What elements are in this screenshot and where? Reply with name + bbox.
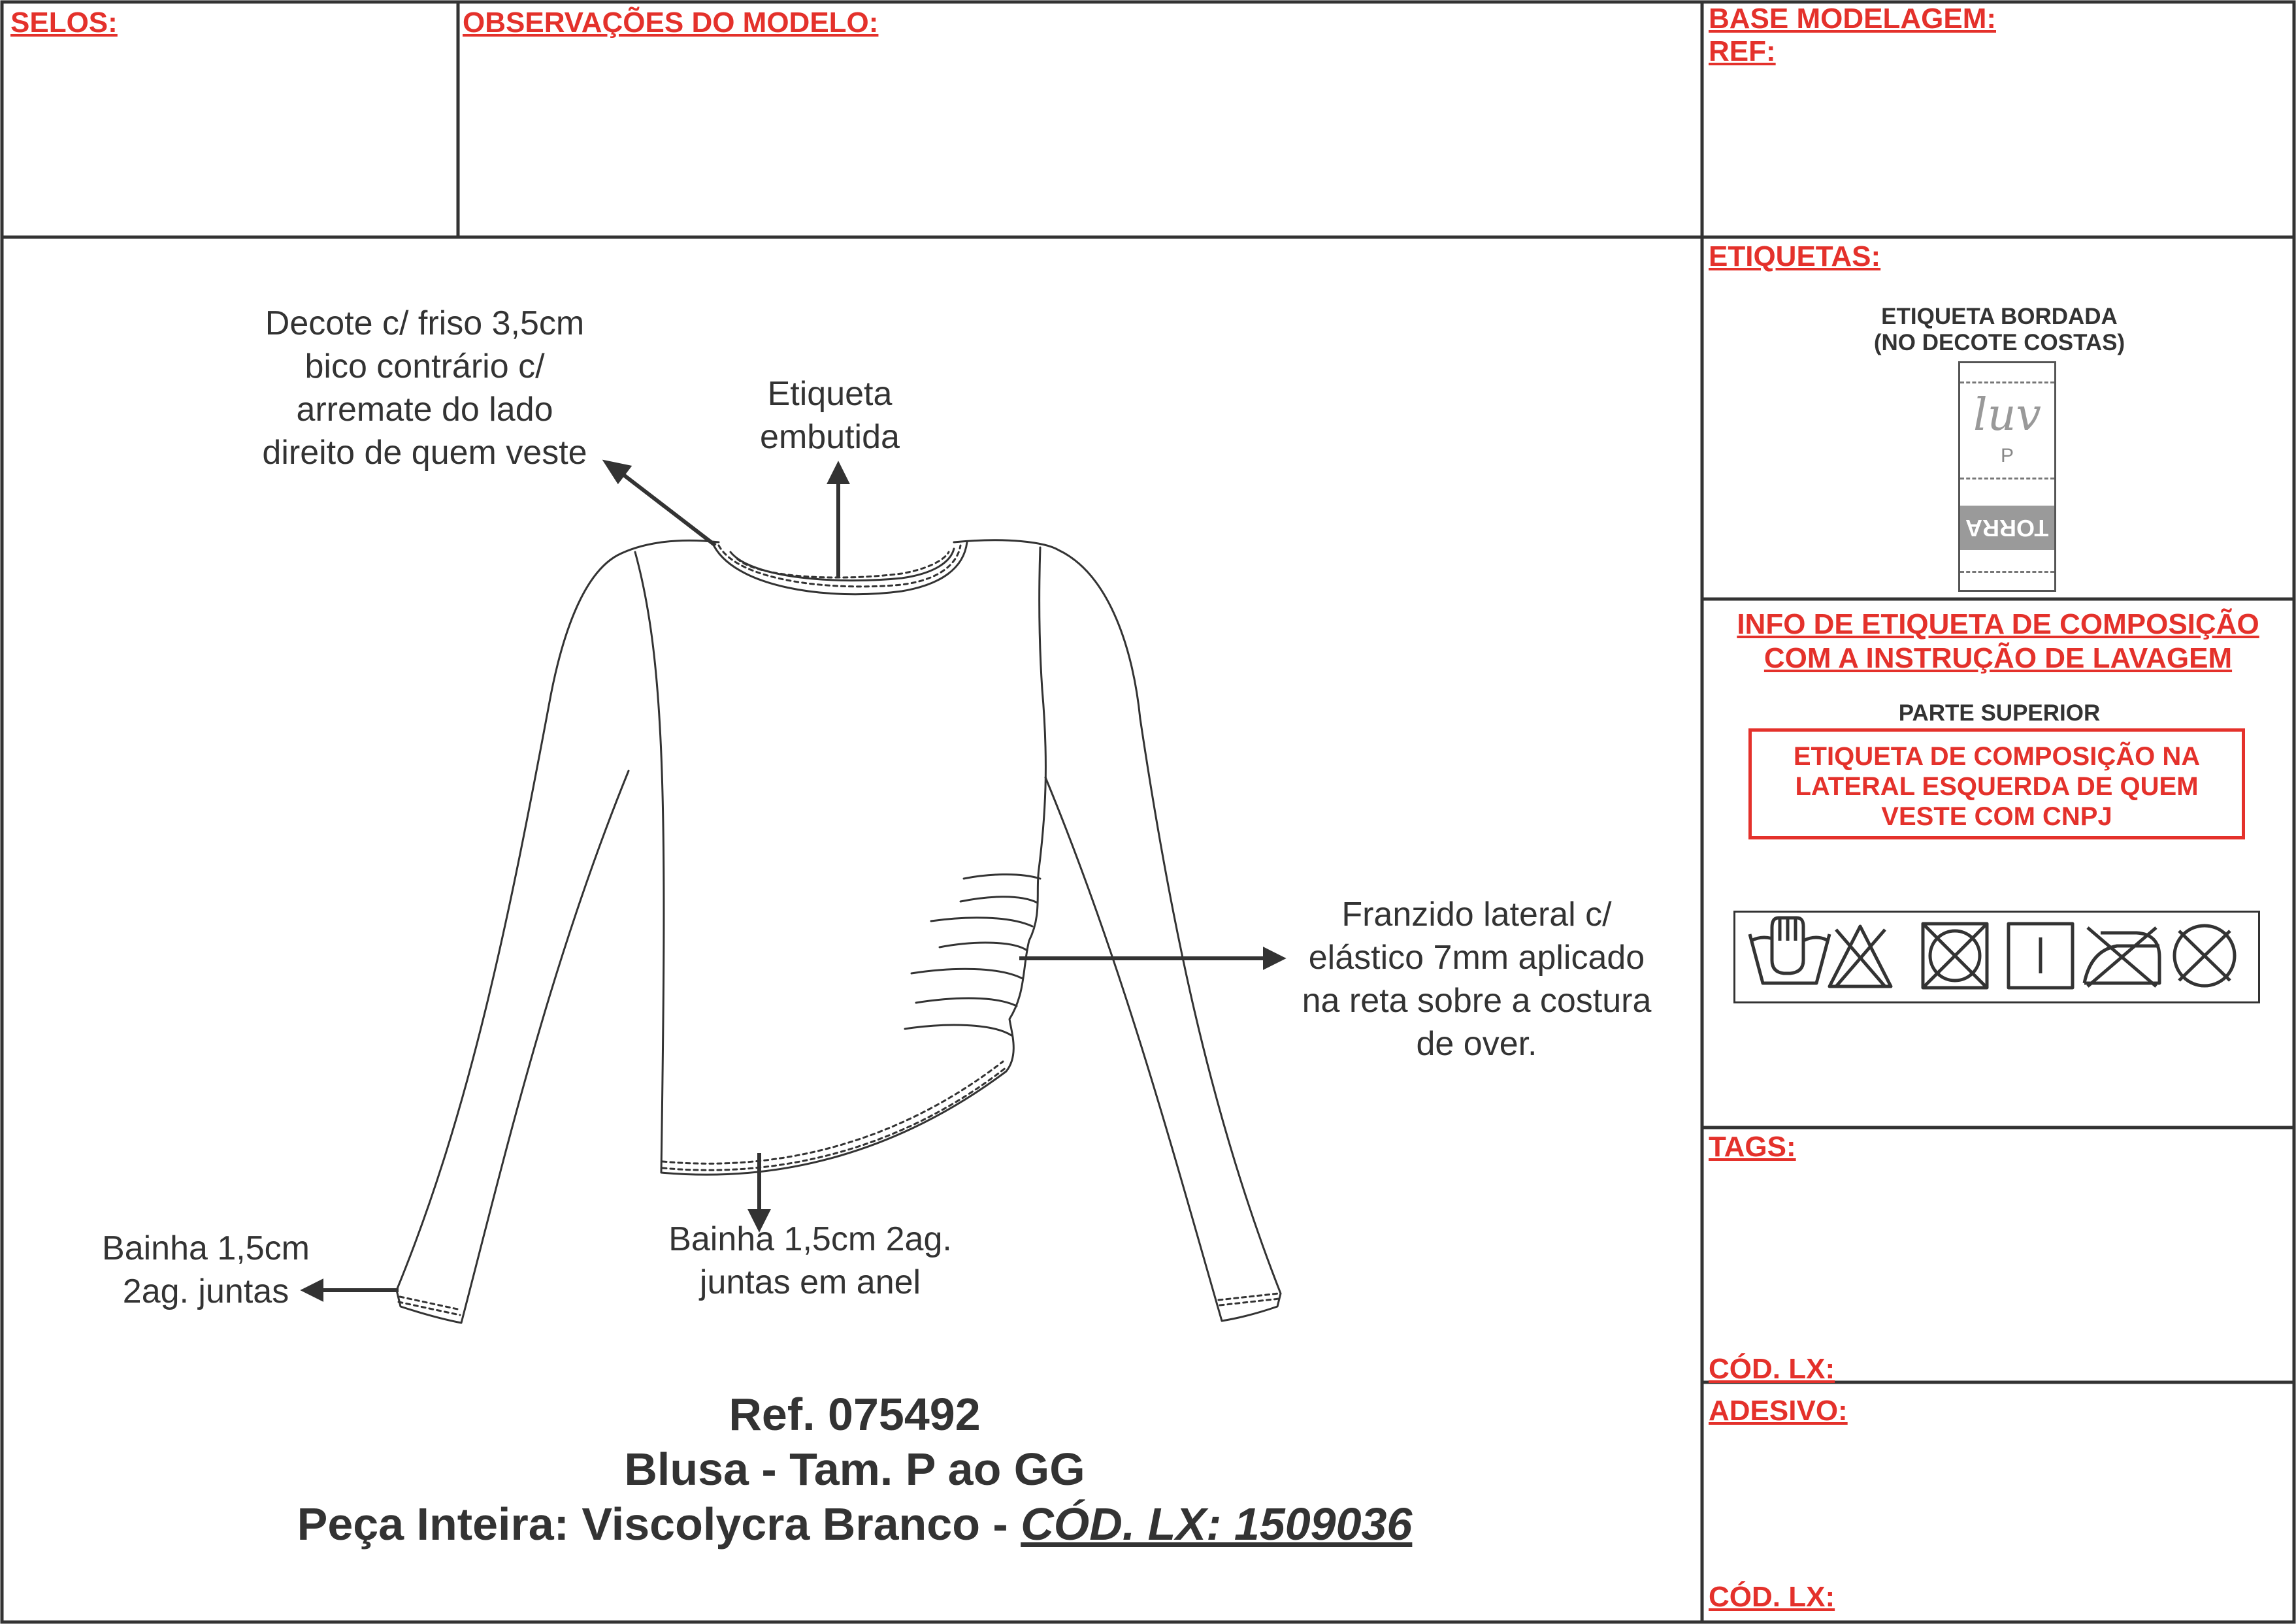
- bainha-manga-note: Bainha 1,5cm 2ag. juntas: [102, 1229, 310, 1310]
- parte-superior-label: PARTE SUPERIOR: [1898, 700, 2101, 726]
- fabric-description: Peça Inteira: Viscolycra Branco -: [297, 1499, 1021, 1550]
- adesivo-cod-lx-label: CÓD. LX:: [1709, 1581, 1835, 1613]
- etiqueta-bordada-title: ETIQUETA BORDADA (NO DECOTE COSTAS): [1873, 304, 2125, 355]
- franzido-note: Franzido lateral c/ elástico 7mm aplicado na reta sobre a costura de over.: [1302, 896, 1652, 1063]
- line-dry-icon: [2009, 924, 2073, 988]
- do-not-iron-icon: [2084, 928, 2159, 986]
- do-not-dry-clean-icon: [2174, 926, 2235, 986]
- etiqueta-note: Etiqueta embutida: [760, 375, 900, 456]
- decote-note: Decote c/ friso 3,5cm bico contrário c/ arremate do lado direito de quem veste: [262, 304, 587, 472]
- selos-label: SELOS:: [10, 7, 118, 39]
- hand-wash-icon: [1750, 918, 1829, 983]
- ref-title: Ref. 075492: [729, 1389, 981, 1440]
- tags-cod-lx-label: CÓD. LX:: [1709, 1353, 1835, 1385]
- product-title: Blusa - Tam. P ao GG: [624, 1444, 1085, 1495]
- do-not-tumble-dry-icon: [1923, 924, 1987, 988]
- composicao-box-text: ETIQUETA DE COMPOSIÇÃO NA LATERAL ESQUERDA DE QUEM VESTE COM CNPJ: [1793, 742, 2201, 831]
- do-not-bleach-icon: [1829, 926, 1891, 986]
- etiquetas-label: ETIQUETAS:: [1709, 240, 1881, 272]
- fabric-code: CÓD. LX: 1509036: [1021, 1499, 1413, 1550]
- base-modelagem-label: BASE MODELAGEM:: [1709, 3, 1996, 35]
- label-brand: TORRA: [1965, 515, 2049, 542]
- label-logo: luv: [1973, 389, 2041, 441]
- observacoes-label: OBSERVAÇÕES DO MODELO:: [463, 7, 879, 39]
- ref-label: REF:: [1709, 35, 1776, 67]
- tags-label: TAGS:: [1709, 1131, 1796, 1163]
- composicao-title: INFO DE ETIQUETA DE COMPOSIÇÃO COM A INSTRUÇÃO DE LAVAGEM: [1737, 608, 2259, 674]
- adesivo-label: ADESIVO:: [1709, 1395, 1848, 1427]
- label-size: P: [2000, 445, 2014, 466]
- bainha-barra-note: Bainha 1,5cm 2ag. juntas em anel: [668, 1220, 952, 1301]
